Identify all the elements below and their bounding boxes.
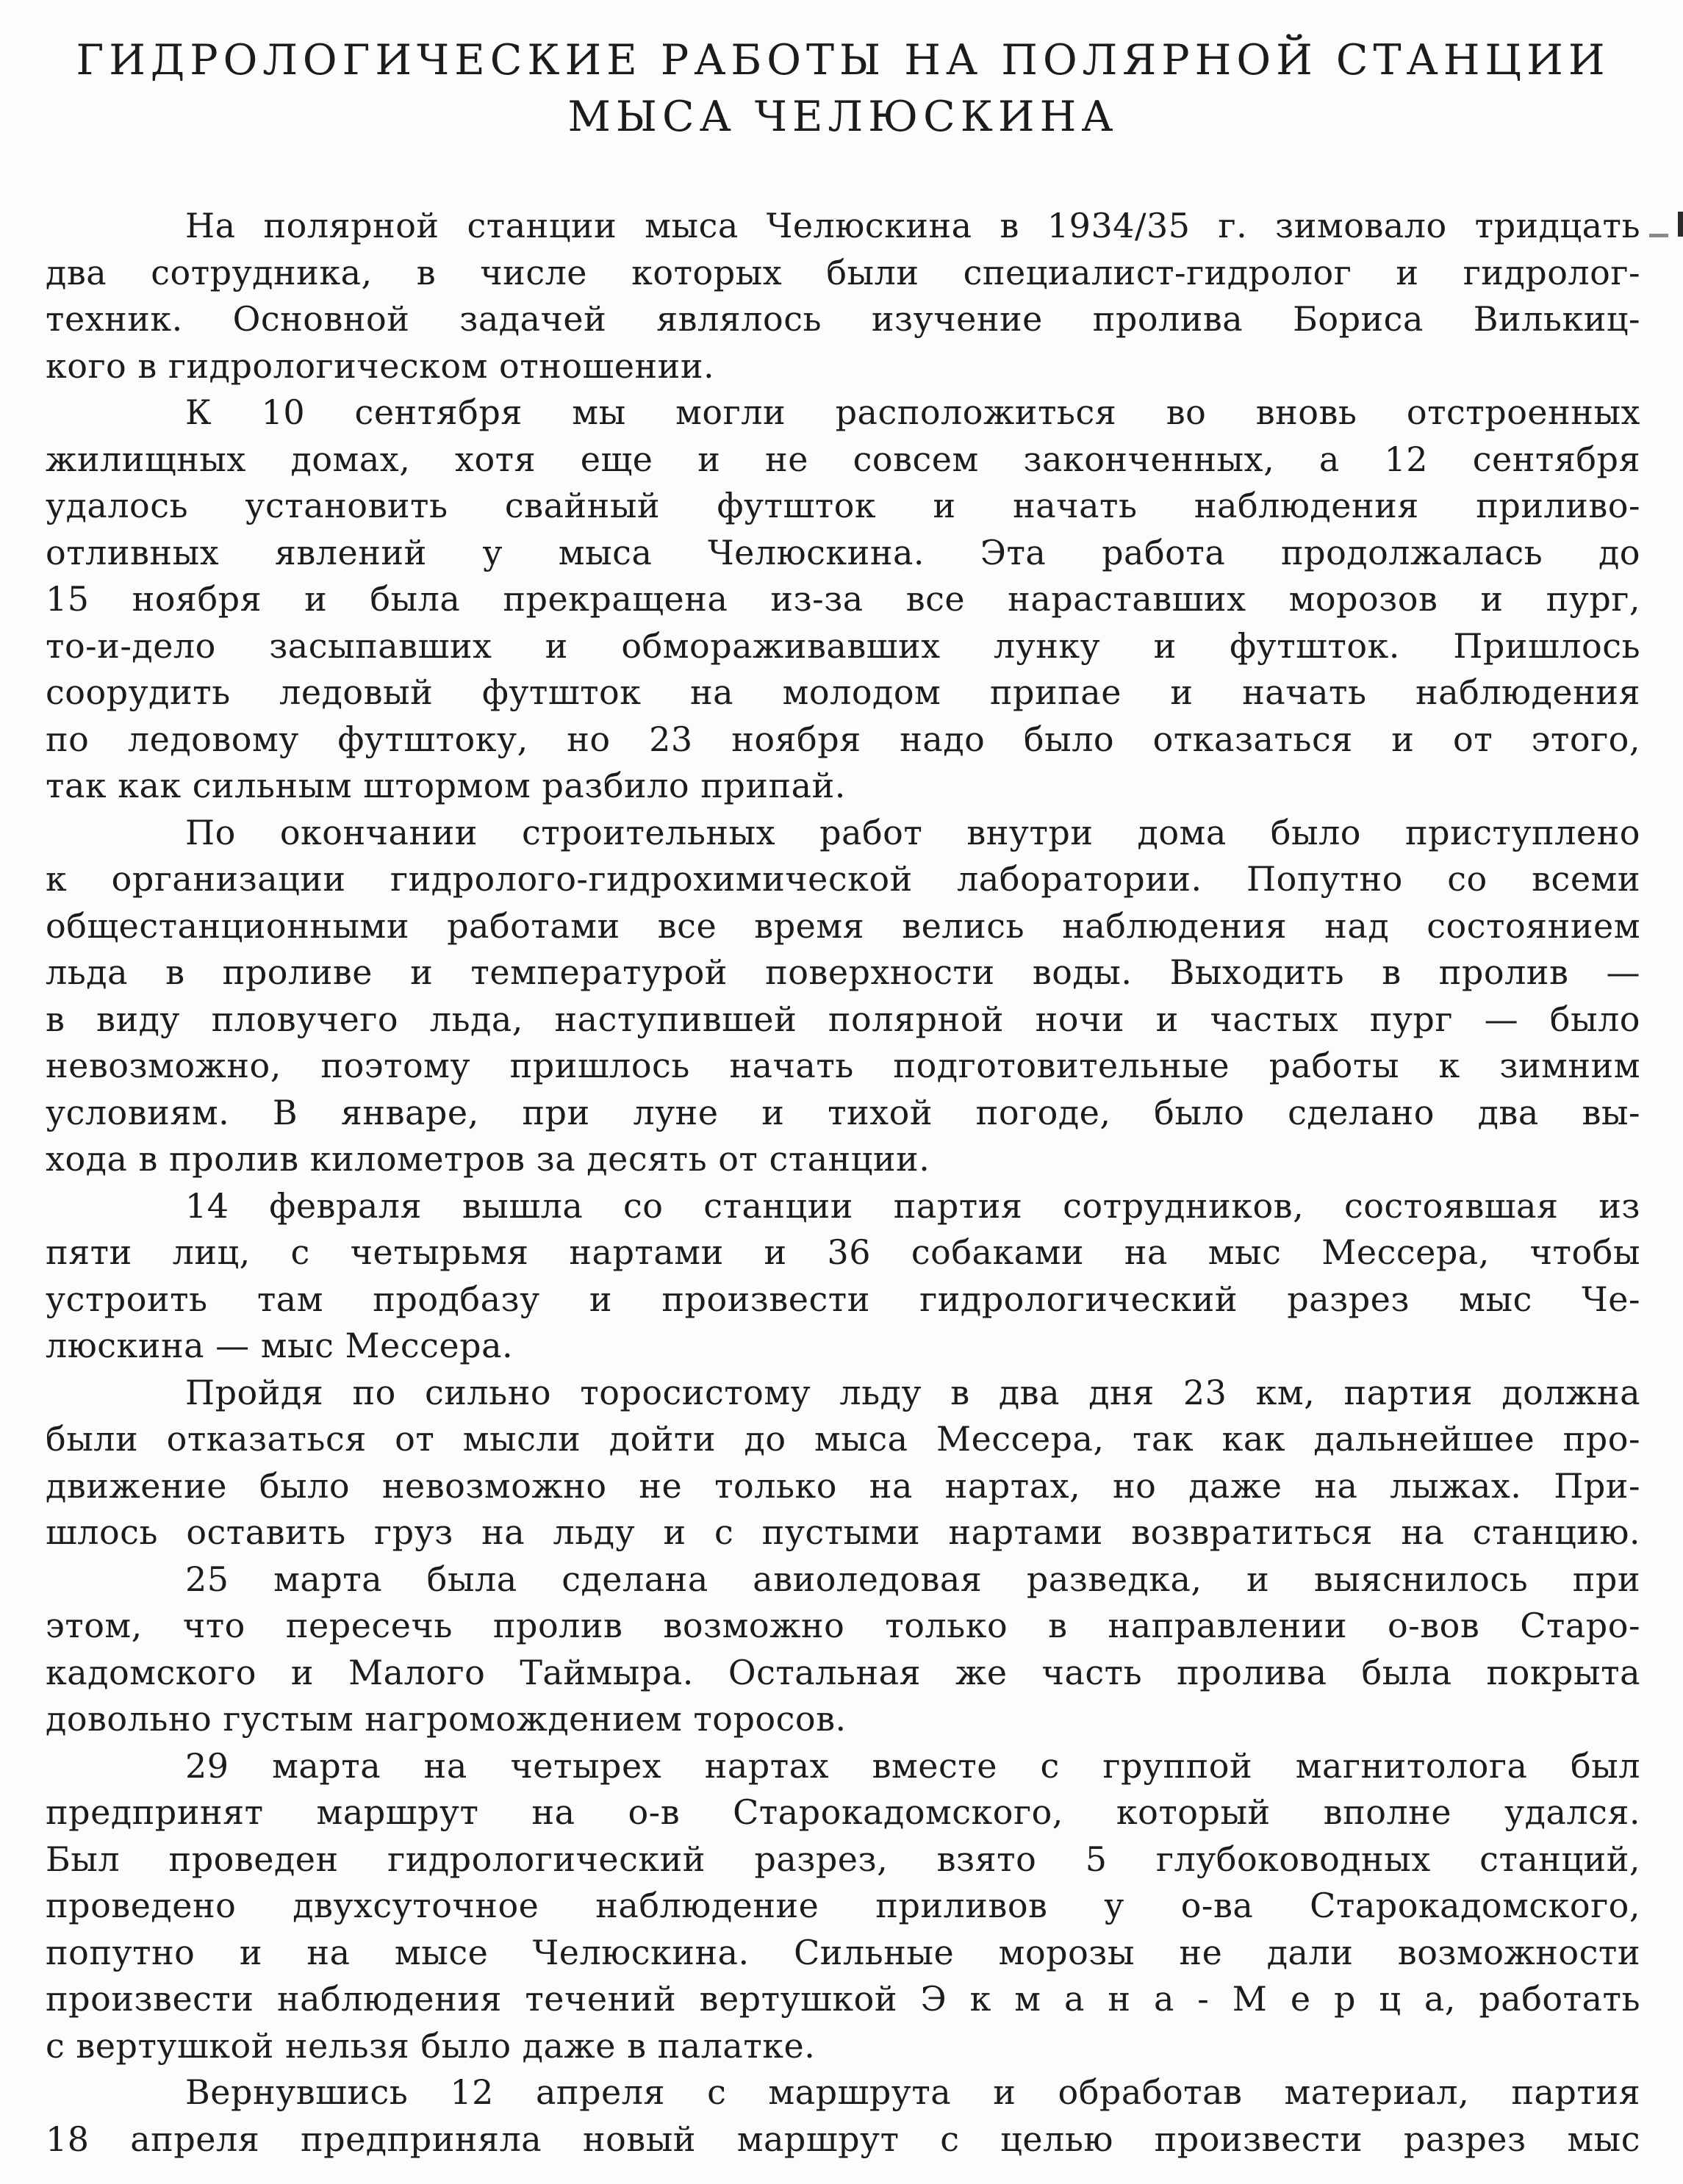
text-line: На полярной станции мыса Челюскина в 1934/35 г. зимовало тридцать bbox=[185, 206, 1640, 245]
text-line: техник. Основной задачей являлось изучение пролива Бориса Вилькиц- bbox=[46, 299, 1640, 339]
text-line: так как сильным штормом разбило припай. bbox=[46, 766, 846, 805]
text-line: общестанционными работами все время велись наблюдения над состоянием bbox=[46, 905, 1640, 946]
paragraph bbox=[46, 810, 1640, 1183]
text-line: два сотрудника, в числе которых были специалист-гидролог и гидролог- bbox=[46, 252, 1640, 292]
text-line: 29 марта на четырех нартах вместе с группой магнитолога был bbox=[185, 1745, 1640, 1786]
paragraph bbox=[46, 1183, 1640, 1370]
text-line: 14 февраля вышла со станции партия сотрудников, состоявшая из bbox=[185, 1185, 1640, 1226]
page-title-line-1: ГИДРОЛОГИЧЕСКИЕ РАБОТЫ НА ПОЛЯРНОЙ СТАНЦИИ bbox=[76, 36, 1610, 85]
text-line: кого в гидрологическом отношении. bbox=[46, 345, 715, 386]
text-line: движение было невозможно не только на нартах, но даже на лыжах. При- bbox=[46, 1465, 1640, 1506]
text-line: К 10 сентября мы могли расположиться во вновь отстроенных bbox=[185, 392, 1640, 432]
text-line: устроить там продбазу и произвести гидрологический разрез мыс Че- bbox=[46, 1279, 1640, 1319]
paragraph bbox=[46, 389, 1640, 810]
page-title bbox=[46, 32, 1640, 146]
text-line: довольно густым нагромождением торосов. bbox=[46, 1699, 847, 1739]
text-line: условиям. В январе, при луне и тихой погоде, было сделано два вы- bbox=[46, 1092, 1640, 1132]
text-line: По окончании строительных работ внутри дома было приступлено bbox=[185, 812, 1640, 852]
scan-artifact bbox=[1678, 212, 1683, 237]
paragraph bbox=[46, 2069, 1640, 2163]
page-title-line-2: МЫСА ЧЕЛЮСКИНА bbox=[567, 93, 1119, 141]
paragraph bbox=[46, 1556, 1640, 1743]
text-line: невозможно, поэтому пришлось начать подготовительные работы к зимним bbox=[46, 1046, 1640, 1085]
text-line: удалось установить свайный футшток и начать наблюдения приливо- bbox=[46, 486, 1640, 525]
text-line: попутно и на мысе Челюскина. Сильные морозы не дали возможности bbox=[46, 1932, 1640, 1972]
text-line: хода в пролив километров за десять от станции. bbox=[46, 1139, 930, 1179]
scan-artifact bbox=[1649, 234, 1668, 237]
text-line: 25 марта была сделана авиоледовая разведка, и выяснилось при bbox=[185, 1559, 1640, 1599]
text-line: 15 ноября и была прекращена из-за все нараставших морозов и пург, bbox=[46, 579, 1640, 619]
text-line: отливных явлений у мыса Челюскина. Эта работа продолжалась до bbox=[46, 532, 1640, 572]
text-line: кадомского и Малого Таймыра. Остальная же часть пролива была покрыта bbox=[46, 1652, 1640, 1692]
text-line: в виду пловучего льда, наступившей полярной ночи и частых пург — было bbox=[46, 999, 1640, 1039]
text-line: с вертушкой нельзя было даже в палатке. bbox=[46, 2025, 816, 2066]
text-line: Вернувшись 12 апреля с маршрута и обработав материал, партия bbox=[185, 2072, 1640, 2112]
text-line: жилищных домах, хотя еще и не совсем законченных, а 12 сентября bbox=[46, 439, 1640, 479]
text-line: этом, что пересечь пролив возможно только в направлении о-вов Старо- bbox=[46, 1606, 1640, 1645]
text-line: были отказаться от мысли дойти до мыса Мессера, так как дальнейшее про- bbox=[46, 1419, 1640, 1459]
text-line: проведено двухсуточное наблюдение приливов у о-ва Старокадомского, bbox=[46, 1886, 1640, 1925]
text-line: соорудить ледовый футшток на молодом припае и начать наблюдения bbox=[46, 672, 1640, 712]
text-line: Пройдя по сильно торосистому льду в два дня 23 км, партия должна bbox=[185, 1372, 1640, 1412]
text-line: 18 апреля предприняла новый маршрут с целью произвести разрез мыс bbox=[46, 2119, 1640, 2159]
text-line: к организации гидролого-гидрохимической лаборатории. Попутно со всеми bbox=[46, 859, 1640, 899]
text-line: Был проведен гидрологический разрез, взято 5 глубоководных станций, bbox=[46, 1839, 1640, 1879]
text-line: льда в проливе и температурой поверхности воды. Выходить в пролив — bbox=[46, 952, 1640, 992]
text-line: шлось оставить груз на льду и с пустыми нартами возвратиться на станцию. bbox=[46, 1512, 1640, 1552]
paragraph bbox=[46, 203, 1640, 389]
text-line: то-и-дело засыпавших и обмораживавших лунку и футшток. Пришлось bbox=[46, 625, 1640, 666]
paragraph bbox=[46, 1370, 1640, 1556]
text-line: предпринят маршрут на о-в Старокадомского, который вполне удался. bbox=[46, 1792, 1640, 1832]
body-text bbox=[46, 203, 1640, 2163]
text-line: произвести наблюдения течений вертушкой Э к м а н а - М е р ц а, работать bbox=[46, 1979, 1640, 2019]
paragraph bbox=[46, 1743, 1640, 2070]
text-line: люскина — мыс Мессера. bbox=[46, 1326, 514, 1365]
text-line: по ледовому футштоку, но 23 ноября надо было отказаться и от этого, bbox=[46, 719, 1640, 759]
text-line: пяти лиц, с четырьмя нартами и 36 собаками на мыс Мессера, чтобы bbox=[46, 1232, 1640, 1272]
